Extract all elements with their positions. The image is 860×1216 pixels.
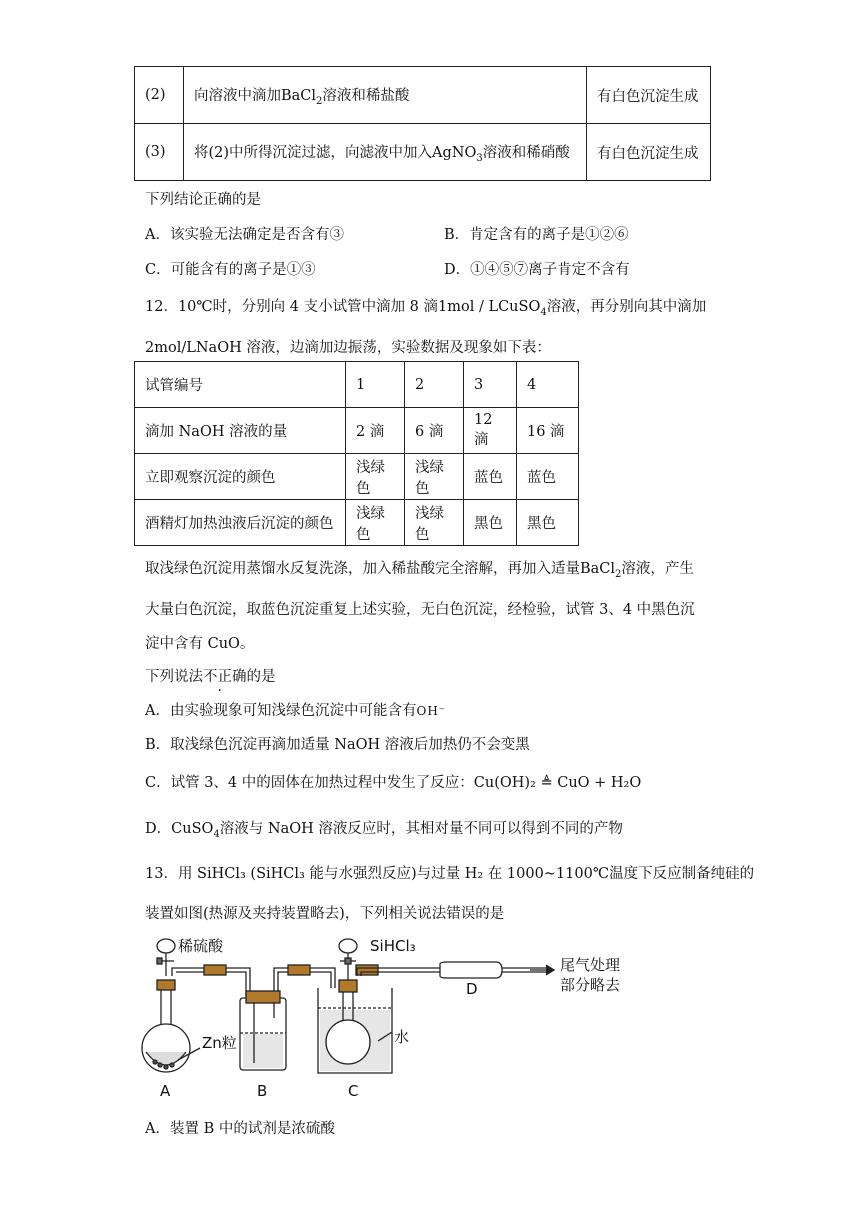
table-cell: 蓝色 <box>464 454 517 500</box>
table-cell: 立即观察沉淀的颜色 <box>135 454 346 500</box>
table-cell: 16 滴 <box>517 408 579 454</box>
label-water: 水 <box>394 1028 410 1046</box>
table-cell: 1 <box>346 362 405 408</box>
q12-para-line1: 取浅绿色沉淀用蒸馏水反复洗涤，加入稀盐酸完全溶解，再加入适量BaCl$_2$溶液，产生 <box>145 561 694 580</box>
label-a: A <box>160 1082 171 1100</box>
table-cell: 12 滴 <box>464 408 517 454</box>
q12-para-line3: 淀中含有 CuO。 <box>145 636 255 652</box>
table-cell: 浅绿色 <box>346 454 405 500</box>
table-cell: 2 <box>405 362 464 408</box>
q12-line1: 12．10℃时，分别向 4 支小试管中滴加 8 滴1mol / LCuSO$_4$溶液，再分别向其中滴加 <box>145 299 707 318</box>
experiment-table <box>134 361 579 546</box>
q12-option-c: C．试管 3、4 中的固体在加热过程中发生了反应：Cu(OH)₂ ≜ CuO + H₂O <box>145 775 642 791</box>
table-cell: 滴加 NaOH 溶液的量 <box>135 408 346 454</box>
table-cell: 2 滴 <box>346 408 405 454</box>
label-tail-gas-2: 部分略去 <box>560 976 621 994</box>
q13-line1: 13．用 SiHCl₃ (SiHCl₃ 能与水强烈反应)与过量 H₂ 在 1000~1100℃温度下反应制备纯硅的 <box>145 866 755 882</box>
q11-option-b: B．肯定含有的离子是①②⑥ <box>444 227 629 243</box>
q11-option-d: D．①④⑤⑦离子肯定不含有 <box>444 262 630 278</box>
q11-stem: 下列结论正确的是 <box>145 192 261 208</box>
table-cell: 浅绿色 <box>405 500 464 546</box>
beaker-c <box>318 980 392 1073</box>
apparatus-diagram <box>130 928 660 1103</box>
table-cell: 浅绿色 <box>346 500 405 546</box>
table-row <box>135 454 579 500</box>
q12-option-b: B．取浅绿色沉淀再滴加适量 NaOH 溶液后加热仍不会变黑 <box>145 737 530 753</box>
label-c: C <box>348 1082 359 1100</box>
label-zn-granules: Zn粒 <box>202 1034 237 1052</box>
q12-stem: 下列说法不正确的是 <box>145 669 276 685</box>
row-number: (2) <box>135 67 184 124</box>
operation-cell: 将(2)中所得沉淀过滤，向滤液中加入AgNO$_3$溶液和稀硝酸 <box>184 124 587 181</box>
table-cell: 6 滴 <box>405 408 464 454</box>
table-cell: 浅绿色 <box>405 454 464 500</box>
table-row <box>135 408 579 454</box>
q11-option-c: C．可能含有的离子是①③ <box>145 262 316 278</box>
table-cell: 蓝色 <box>517 454 579 500</box>
table-row <box>135 124 711 181</box>
table-cell: 黑色 <box>464 500 517 546</box>
table-row <box>135 67 711 124</box>
q12-para-line2: 大量白色沉淀，取蓝色沉淀重复上述实验，无白色沉淀，经检验，试管 3、4 中黑色沉 <box>145 602 695 618</box>
q13-option-a: A．装置 B 中的试剂是浓硫酸 <box>145 1121 335 1137</box>
label-d: D <box>466 980 478 998</box>
table-row <box>135 500 579 546</box>
table-cell: 黑色 <box>517 500 579 546</box>
wash-bottle-b <box>240 991 286 1070</box>
flask-a <box>142 980 190 1072</box>
label-tail-gas-1: 尾气处理 <box>560 956 621 974</box>
table-row <box>135 362 579 408</box>
result-cell: 有白色沉淀生成 <box>587 124 711 181</box>
table-cell: 酒精灯加热浊液后沉淀的颜色 <box>135 500 346 546</box>
label-sihcl3: SiHCl₃ <box>370 937 416 955</box>
q11-option-a: A．该实验无法确定是否含有③ <box>145 227 344 243</box>
label-dilute-sulfuric-acid: 稀硫酸 <box>178 937 224 955</box>
table-cell: 试管编号 <box>135 362 346 408</box>
top-table <box>134 66 711 181</box>
q12-option-a: A．由实验现象可知浅绿色沉淀中可能含有OH⁻ <box>145 703 447 719</box>
q12-option-d: D．CuSO$_4$溶液与 NaOH 溶液反应时，其相对量不同可以得到不同的产物 <box>145 821 623 840</box>
operation-cell: 向溶液中滴加BaCl$_2$溶液和稀盐酸 <box>184 67 587 124</box>
q13-line2: 装置如图(热源及夹持装置略去)，下列相关说法错误的是 <box>145 906 505 922</box>
table-cell: 3 <box>464 362 517 408</box>
result-cell: 有白色沉淀生成 <box>587 67 711 124</box>
label-b: B <box>257 1082 268 1100</box>
table-cell: 4 <box>517 362 579 408</box>
dropping-funnel-c <box>339 939 357 983</box>
reaction-equation: Cu(OH)₂ ≜ CuO + H₂O <box>473 775 642 791</box>
row-number: (3) <box>135 124 184 181</box>
q12-line2: 2mol/LNaOH 溶液，边滴加边振荡，实验数据及现象如下表： <box>145 340 551 356</box>
